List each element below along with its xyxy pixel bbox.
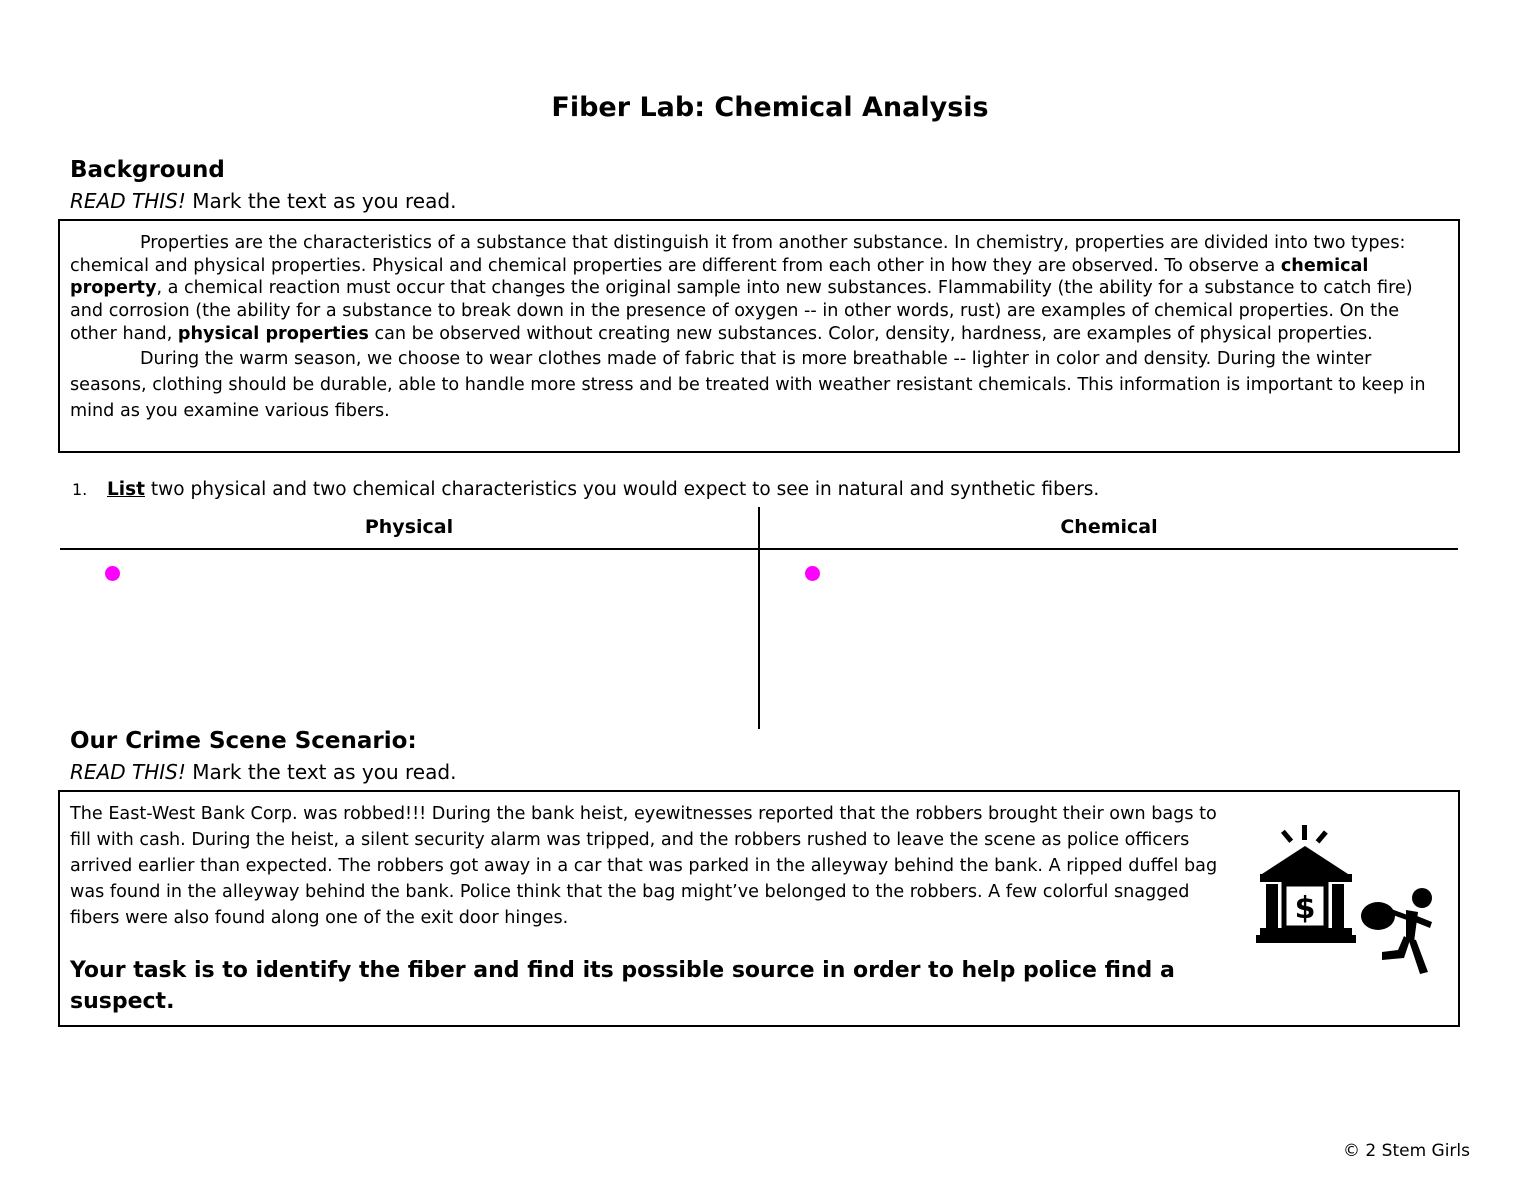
table-column-divider — [758, 507, 760, 729]
physical-bullet[interactable] — [105, 566, 120, 581]
column-header-chemical: Chemical — [1060, 516, 1158, 538]
copyright-footer: © 2 Stem Girls — [1343, 1141, 1470, 1161]
svg-text:$: $ — [1294, 891, 1316, 926]
chemical-property-term: chemical property — [70, 255, 1369, 299]
bank-robbery-icon — [1256, 825, 1356, 943]
question-text: two physical and two chemical characteristics you would expect to see in natural and synthetic fibers. — [145, 479, 1100, 500]
read-this-label: READ THIS! — [70, 760, 186, 784]
physical-properties-term: physical properties — [177, 323, 369, 344]
scenario-instruction — [70, 760, 456, 784]
question-keyword: List — [107, 479, 145, 500]
scenario-text: The East-West Bank Corp. was robbed!!! During the bank heist, eyewitnesses reported that the robbers brought their own bags to fill with cash. During the heist, a silent security alarm was tripped, and the robbers rushed to leave the scene as police officers arrived earlier than expected. The robbers got away in a car that was parked in the alleyway behind the bank. A ripped duffel bag was found in the alleyway behind the bank. Police think that the bag might’ve belonged to the robbers. A few colorful snagged fibers were also found along one of the exit door hinges. — [70, 804, 1218, 928]
instruction-text: Mark the text as you read. — [185, 189, 457, 213]
background-paragraph-2: During the warm season, we choose to wear clothes made of fabric that is more breathable -- lighter in color and density. During the winter seasons, clothing should be durable, able to handle more stress and be treated with weather resistant chemicals. This information is important to keep in mind as you examine various fibers. — [70, 348, 1426, 421]
paragraph-text: Properties are the characteristics of a substance that distinguish it from another substance. In chemistry, properties are divided into two types: chemical and physical properties. Physical and chemical properties are different from each other in how they are observed. To observe a — [70, 233, 1406, 276]
chemical-bullet[interactable] — [805, 566, 820, 581]
running-robber-icon — [1361, 888, 1432, 974]
instruction-text: Mark the text as you read. — [185, 760, 457, 784]
scenario-heading: Our Crime Scene Scenario: — [70, 728, 417, 754]
question-1 — [72, 479, 1099, 500]
page-title: Fiber Lab: Chemical Analysis — [551, 92, 989, 123]
paragraph-text: , a chemical reaction must occur that changes the original sample into new substances. Flammability (the ability for a substance to catch fire) and corrosion (the ability for a substance to break down in the presence of oxygen -- in other words, rust) are examples of chemical properties. On the other hand, — [70, 278, 1413, 344]
background-text-box — [58, 219, 1460, 453]
column-header-physical: Physical — [364, 516, 454, 538]
illustration — [1256, 822, 1442, 984]
question-number: 1. — [72, 480, 88, 499]
paragraph-text: can be observed without creating new substances. Color, density, hardness, are examples of physical properties. — [368, 323, 1373, 344]
read-this-label: READ THIS! — [70, 189, 186, 213]
background-paragraph-1 — [70, 232, 1448, 346]
task-statement: Your task is to identify the fiber and find its possible source in order to help police find a suspect. — [70, 958, 1175, 1014]
background-instruction — [70, 189, 456, 213]
background-heading: Background — [70, 157, 225, 183]
